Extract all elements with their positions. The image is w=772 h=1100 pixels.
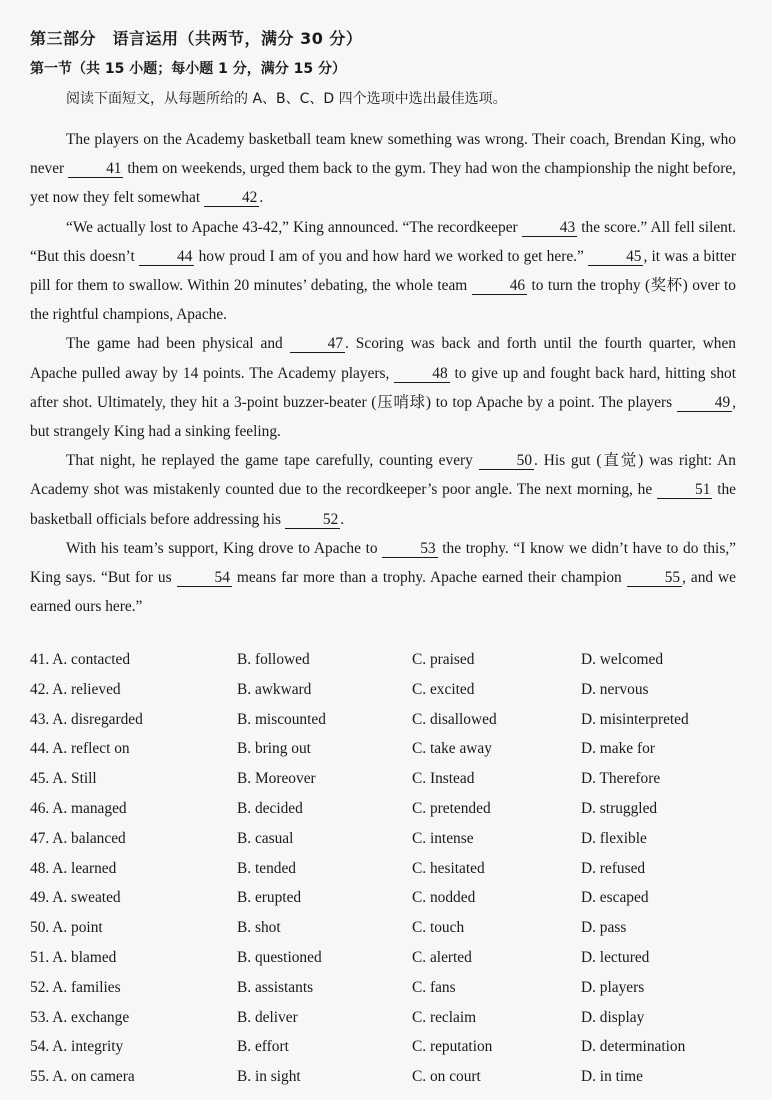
cloze-passage — [30, 125, 736, 621]
option-b: B. decided — [237, 799, 303, 817]
question-49-options — [30, 889, 750, 919]
question-44-options — [30, 740, 750, 770]
part-title: 第三部分 语言运用（共两节，满分 30 分） — [30, 29, 363, 48]
option-b: B. effort — [237, 1038, 289, 1056]
option-d: D. Therefore — [581, 770, 661, 788]
paragraph-3: The game had been physical and 47 . Scoring was back and forth until the fourth quarter, when Apache pulled away by 14 points. The Academy players, 48 to give up and fought back hard, hitting shot after shot. Ultimately, they hit a 3-point buzzer-beater (压哨球) to top Apache by a point. The players 49 , but strangely King had a sinking feeling. — [30, 335, 736, 441]
option-b: B. questioned — [237, 948, 322, 966]
question-47-options — [30, 830, 750, 860]
option-b: B. awkward — [237, 680, 312, 698]
blank-54: 54 — [177, 569, 232, 587]
blank-53: 53 — [382, 540, 437, 558]
option-b: B. assistants — [237, 978, 314, 996]
question-41-options — [30, 651, 750, 681]
question-51-options — [30, 949, 750, 979]
option-c: C. alerted — [412, 948, 472, 966]
option-b: B. in sight — [237, 1068, 301, 1086]
blank-47: 47 — [290, 335, 345, 353]
option-d: D. escaped — [581, 889, 649, 907]
option-a: 55. A. on camera — [30, 1068, 135, 1086]
option-c: C. disallowed — [412, 710, 497, 728]
option-c: C. praised — [412, 651, 475, 668]
blank-55: 55 — [627, 569, 682, 587]
option-d: D. struggled — [581, 799, 658, 817]
option-c: C. reclaim — [412, 1008, 477, 1026]
option-b: B. followed — [237, 651, 310, 668]
option-a: 43. A. disregarded — [30, 710, 143, 728]
blank-45: 45 — [588, 248, 643, 266]
paragraph-1: The players on the Academy basketball team knew something was wrong. Their coach, Brendan King, who never 41 them on weekends, urged them back to the gym. They had won the championship the night before, yet now they felt somewhat 42 . — [30, 131, 736, 207]
blank-44: 44 — [139, 248, 194, 266]
option-d: D. lectured — [581, 948, 650, 966]
option-d: D. welcomed — [581, 651, 664, 668]
option-d: D. refused — [581, 859, 646, 877]
option-d: D. flexible — [581, 829, 647, 847]
question-43-options — [30, 711, 750, 741]
option-b: B. erupted — [237, 889, 302, 907]
option-b: B. tended — [237, 859, 296, 877]
paragraph-2: “We actually lost to Apache 43-42,” King announced. “The recordkeeper 43 the score.” All fell silent. “But this doesn’t 44 how proud I am of you and how hard we worked to get here.” 45 , it was a bitter pill for them to swallow. Within 20 minutes’ debating, the whole team 46 to turn the trophy (奖杯) over to the rightful champions, Apache. — [30, 218, 736, 324]
option-a: 46. A. managed — [30, 799, 127, 817]
option-c: C. on court — [412, 1068, 481, 1086]
option-d: D. players — [581, 978, 645, 996]
blank-48: 48 — [394, 365, 449, 383]
option-d: D. determination — [581, 1038, 686, 1056]
option-b: B. miscounted — [237, 710, 326, 728]
question-54-options — [30, 1038, 750, 1068]
option-c: C. pretended — [412, 799, 491, 817]
option-c: C. Instead — [412, 770, 475, 788]
question-46-options — [30, 800, 750, 830]
option-c: C. take away — [412, 740, 492, 758]
option-d: D. misinterpreted — [581, 710, 689, 728]
option-b: B. bring out — [237, 740, 311, 758]
question-55-options — [30, 1068, 750, 1098]
paragraph-4: That night, he replayed the game tape carefully, counting every 50 . His gut (直觉) was right: An Academy shot was mistakenly counted due to the recordkeeper’s poor angle. The next morning, he 51 the basketball officials before addressing his 52 . — [30, 452, 736, 528]
section-title: 第一节（共 15 小题；每小题 1 分，满分 15 分） — [30, 61, 346, 77]
option-c: C. excited — [412, 680, 475, 698]
option-d: D. nervous — [581, 680, 649, 698]
instruction: 阅读下面短文，从每题所给的 A、B、C、D 四个选项中选出最佳选项。 — [66, 91, 507, 107]
paragraph-5: With his team’s support, King drove to Apache to 53 the trophy. “I know we didn’t have to do this,” King says. “But for us 54 means far more than a trophy. Apache earned their champion 55 , and we earned ours here.” — [30, 539, 737, 616]
option-c: C. nodded — [412, 889, 476, 907]
option-b: B. casual — [237, 829, 294, 847]
option-a: 48. A. learned — [30, 859, 117, 877]
question-42-options — [30, 681, 750, 711]
option-d: D. pass — [581, 919, 627, 937]
blank-50: 50 — [479, 452, 534, 470]
option-a: 49. A. sweated — [30, 889, 121, 907]
blank-42: 42 — [204, 189, 259, 207]
question-50-options — [30, 919, 750, 949]
option-a: 53. A. exchange — [30, 1008, 130, 1026]
blank-41: 41 — [68, 160, 123, 178]
question-48-options — [30, 860, 750, 890]
blank-46: 46 — [472, 277, 527, 295]
option-c: C. fans — [412, 978, 456, 996]
option-b: B. deliver — [237, 1008, 298, 1026]
option-b: B. shot — [237, 919, 281, 937]
option-a: 54. A. integrity — [30, 1038, 124, 1056]
option-c: C. hesitated — [412, 859, 485, 877]
blank-52: 52 — [285, 511, 340, 529]
blank-51: 51 — [657, 481, 712, 499]
option-d: D. make for — [581, 740, 655, 758]
option-d: D. in time — [581, 1068, 643, 1086]
question-53-options — [30, 1009, 750, 1039]
option-a: 44. A. reflect on — [30, 740, 130, 758]
options-list — [30, 651, 750, 1098]
option-a: 42. A. relieved — [30, 680, 121, 698]
option-a: 47. A. balanced — [30, 829, 126, 847]
option-a: 51. A. blamed — [30, 948, 117, 966]
option-a: 52. A. families — [30, 978, 121, 996]
blank-43: 43 — [522, 219, 577, 237]
option-a: 45. A. Still — [30, 770, 97, 788]
option-c: C. intense — [412, 829, 474, 847]
question-45-options — [30, 770, 750, 800]
question-52-options — [30, 979, 750, 1009]
option-a: 50. A. point — [30, 919, 103, 937]
option-c: C. reputation — [412, 1038, 493, 1056]
option-d: D. display — [581, 1008, 645, 1026]
option-b: B. Moreover — [237, 770, 316, 788]
option-c: C. touch — [412, 919, 465, 937]
blank-49: 49 — [677, 394, 732, 412]
option-a: 41. A. contacted — [30, 651, 131, 668]
